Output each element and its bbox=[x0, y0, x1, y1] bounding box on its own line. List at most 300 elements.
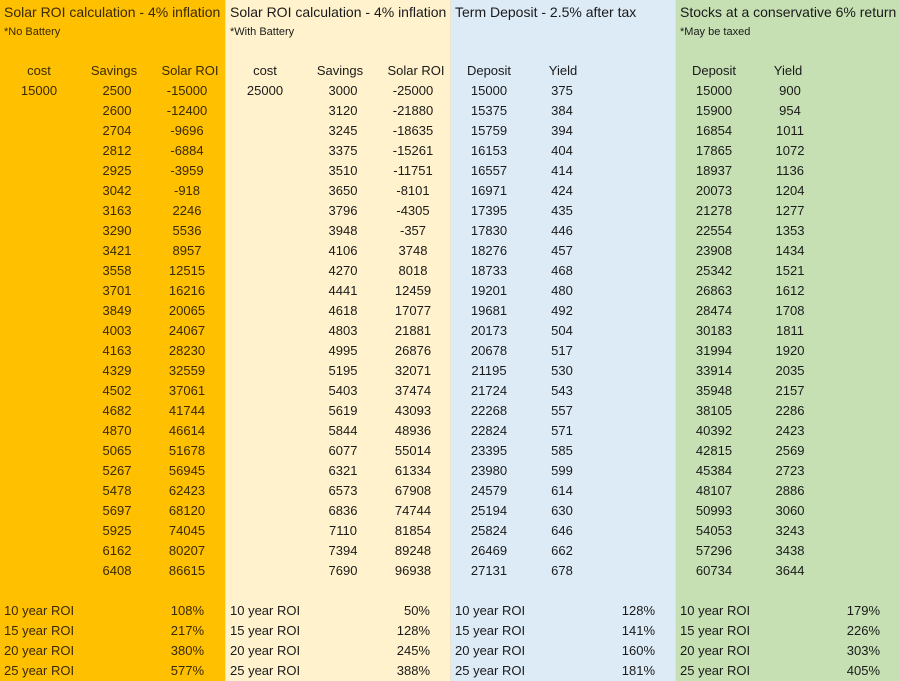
cell-deposit[interactable]: 17395 bbox=[470, 203, 508, 218]
cell-deposit[interactable]: 15900 bbox=[695, 103, 733, 118]
table-row bbox=[676, 161, 900, 181]
cell-solar-roi[interactable]: -15261 bbox=[392, 143, 434, 158]
cell-solar-roi[interactable]: -12400 bbox=[166, 103, 208, 118]
table-row bbox=[451, 541, 675, 561]
cell-savings[interactable]: 4441 bbox=[328, 283, 358, 298]
table-row bbox=[451, 501, 675, 521]
roi-label[interactable]: 25 year ROI bbox=[230, 663, 301, 678]
cell-deposit[interactable]: 15000 bbox=[695, 83, 733, 98]
cell-yield[interactable]: 1136 bbox=[776, 163, 804, 178]
cell-deposit[interactable]: 19681 bbox=[470, 303, 508, 318]
cell-solar-roi[interactable]: 3748 bbox=[398, 243, 428, 258]
cell-yield[interactable]: 599 bbox=[551, 463, 573, 478]
roi-label[interactable]: 25 year ROI bbox=[4, 663, 75, 678]
table-row bbox=[0, 361, 225, 381]
cell-savings[interactable]: 4003 bbox=[102, 323, 132, 338]
cell-yield[interactable]: 404 bbox=[551, 143, 573, 158]
header-yield[interactable]: Yield bbox=[773, 63, 803, 78]
cell-savings[interactable]: 4618 bbox=[328, 303, 358, 318]
cell-yield[interactable]: 1811 bbox=[776, 323, 804, 338]
cell-yield[interactable]: 468 bbox=[551, 263, 573, 278]
cell-deposit[interactable]: 42815 bbox=[695, 443, 733, 458]
table-row bbox=[676, 101, 900, 121]
cell-deposit[interactable]: 33914 bbox=[695, 363, 733, 378]
cell-deposit[interactable]: 18733 bbox=[470, 263, 508, 278]
cell-yield[interactable]: 1011 bbox=[776, 123, 804, 138]
panel-title[interactable]: Solar ROI calculation - 4% inflation bbox=[4, 4, 221, 20]
cell-yield[interactable]: 1708 bbox=[775, 303, 805, 318]
cell-deposit[interactable]: 60734 bbox=[695, 563, 733, 578]
roi-value[interactable]: 160% bbox=[621, 643, 655, 658]
cell-savings[interactable]: 3948 bbox=[328, 223, 358, 238]
cell-solar-roi[interactable]: 89248 bbox=[394, 543, 432, 558]
cell-solar-roi[interactable]: 32071 bbox=[394, 363, 432, 378]
panel-note[interactable]: *With Battery bbox=[230, 26, 295, 38]
cell-deposit[interactable]: 25342 bbox=[695, 263, 733, 278]
cell-yield[interactable]: 3644 bbox=[775, 563, 805, 578]
cell-yield[interactable]: 646 bbox=[551, 523, 573, 538]
table-row bbox=[0, 121, 225, 141]
panel-solar-no-battery bbox=[0, 0, 226, 681]
roi-label[interactable]: 15 year ROI bbox=[680, 623, 751, 638]
roi-row bbox=[226, 641, 450, 661]
cell-savings[interactable]: 4870 bbox=[102, 423, 132, 438]
cell-yield[interactable]: 457 bbox=[551, 243, 573, 258]
cell-solar-roi[interactable]: 28230 bbox=[168, 343, 206, 358]
cell-yield[interactable]: 1920 bbox=[775, 343, 805, 358]
table-row bbox=[451, 161, 675, 181]
cell-deposit[interactable]: 23980 bbox=[470, 463, 508, 478]
table-row bbox=[226, 301, 450, 321]
table-row bbox=[451, 201, 675, 221]
cell-yield[interactable]: 1353 bbox=[775, 223, 805, 238]
table-row bbox=[226, 161, 450, 181]
roi-label[interactable]: 20 year ROI bbox=[4, 643, 75, 658]
cell-deposit[interactable]: 17865 bbox=[695, 143, 733, 158]
cell-savings[interactable]: 3510 bbox=[328, 163, 358, 178]
cell-deposit[interactable]: 50993 bbox=[695, 503, 733, 518]
cell-deposit[interactable]: 20678 bbox=[470, 343, 508, 358]
table-row bbox=[0, 461, 225, 481]
table-row bbox=[226, 561, 450, 581]
roi-label[interactable]: 10 year ROI bbox=[4, 603, 75, 618]
panel-solar-with-battery bbox=[226, 0, 451, 681]
cell-deposit[interactable]: 18276 bbox=[470, 243, 508, 258]
cell-savings[interactable]: 5195 bbox=[328, 363, 358, 378]
table-row bbox=[451, 121, 675, 141]
roi-value[interactable]: 108% bbox=[170, 603, 204, 618]
cell-solar-roi[interactable]: 67908 bbox=[394, 483, 432, 498]
cell-solar-roi[interactable]: 16216 bbox=[168, 283, 206, 298]
cell-solar-roi[interactable]: 96938 bbox=[394, 563, 432, 578]
table-row bbox=[226, 221, 450, 241]
cell-solar-roi[interactable]: 24067 bbox=[168, 323, 206, 338]
cell-solar-roi[interactable]: 62423 bbox=[168, 483, 206, 498]
roi-value[interactable]: 181% bbox=[621, 663, 655, 678]
cell-yield[interactable]: 480 bbox=[551, 283, 573, 298]
cell-deposit[interactable]: 22268 bbox=[470, 403, 508, 418]
roi-value[interactable]: 141% bbox=[621, 623, 655, 638]
table-row bbox=[226, 121, 450, 141]
cell-yield[interactable]: 375 bbox=[551, 83, 573, 98]
cell-savings[interactable]: 2812 bbox=[102, 143, 132, 158]
cell-solar-roi[interactable]: -357 bbox=[399, 223, 427, 238]
panel-title[interactable]: Stocks at a conservative 6% return bbox=[680, 4, 897, 20]
roi-row bbox=[0, 641, 225, 661]
cell-yield[interactable]: 662 bbox=[551, 543, 573, 558]
panel-note[interactable]: *No Battery bbox=[4, 26, 61, 38]
cell-savings[interactable]: 3042 bbox=[102, 183, 132, 198]
cell-solar-roi[interactable]: 5536 bbox=[172, 223, 202, 238]
roi-value[interactable]: 128% bbox=[396, 623, 430, 638]
cell-deposit[interactable]: 40392 bbox=[695, 423, 733, 438]
header-deposit[interactable]: Deposit bbox=[691, 63, 737, 78]
cell-savings[interactable]: 4682 bbox=[102, 403, 132, 418]
cell-solar-roi[interactable]: 80207 bbox=[168, 543, 206, 558]
cell-solar-roi[interactable]: 61334 bbox=[394, 463, 432, 478]
cell-deposit[interactable]: 25194 bbox=[470, 503, 508, 518]
cell-savings[interactable]: 7110 bbox=[329, 523, 357, 538]
cell-savings[interactable]: 6408 bbox=[102, 563, 132, 578]
cell-solar-roi[interactable]: 12459 bbox=[394, 283, 432, 298]
cell-yield[interactable]: 543 bbox=[551, 383, 573, 398]
cell-solar-roi[interactable]: 74045 bbox=[168, 523, 206, 538]
cell-savings[interactable]: 3421 bbox=[102, 243, 132, 258]
table-row bbox=[226, 381, 450, 401]
cell-deposit[interactable]: 23395 bbox=[470, 443, 508, 458]
cell-yield[interactable]: 2157 bbox=[775, 383, 805, 398]
cell-savings[interactable]: 3163 bbox=[102, 203, 132, 218]
cell-deposit[interactable]: 28474 bbox=[695, 303, 733, 318]
cell-yield[interactable]: 3243 bbox=[775, 523, 805, 538]
cell-solar-roi[interactable]: 46614 bbox=[168, 423, 206, 438]
cell-savings[interactable]: 3000 bbox=[328, 83, 358, 98]
cell-solar-roi[interactable]: 86615 bbox=[168, 563, 206, 578]
header-solar-roi[interactable]: Solar ROI bbox=[387, 63, 445, 78]
roi-label[interactable]: 20 year ROI bbox=[455, 643, 526, 658]
cell-yield[interactable]: 1204 bbox=[775, 183, 805, 198]
cell-deposit[interactable]: 16854 bbox=[695, 123, 733, 138]
cell-deposit[interactable]: 18937 bbox=[695, 163, 733, 178]
cell-yield[interactable]: 2569 bbox=[775, 443, 805, 458]
roi-value[interactable]: 217% bbox=[170, 623, 204, 638]
cell-savings[interactable]: 5267 bbox=[102, 463, 132, 478]
roi-label[interactable]: 15 year ROI bbox=[4, 623, 75, 638]
header-savings[interactable]: Savings bbox=[316, 63, 364, 78]
cell-savings[interactable]: 3701 bbox=[102, 283, 132, 298]
cell-deposit[interactable]: 31994 bbox=[695, 343, 733, 358]
cell-yield[interactable]: 504 bbox=[551, 323, 573, 338]
cell-solar-roi[interactable]: 43093 bbox=[394, 403, 432, 418]
cell-savings[interactable]: 5403 bbox=[328, 383, 358, 398]
cell-solar-roi[interactable]: 41744 bbox=[168, 403, 206, 418]
cell-solar-roi[interactable]: -4305 bbox=[396, 203, 430, 218]
cell-savings[interactable]: 4995 bbox=[328, 343, 358, 358]
cell-savings[interactable]: 2925 bbox=[102, 163, 132, 178]
roi-row bbox=[676, 621, 900, 641]
cell-savings[interactable]: 3796 bbox=[328, 203, 358, 218]
cell-solar-roi[interactable]: 74744 bbox=[394, 503, 432, 518]
cell-solar-roi[interactable]: 55014 bbox=[394, 443, 432, 458]
roi-row bbox=[226, 601, 450, 621]
cell-yield[interactable]: 557 bbox=[551, 403, 573, 418]
cell-solar-roi[interactable]: 51678 bbox=[168, 443, 206, 458]
cell-yield[interactable]: 678 bbox=[551, 563, 573, 578]
cell-yield[interactable]: 394 bbox=[551, 123, 573, 138]
table-row bbox=[0, 481, 225, 501]
cell-deposit[interactable]: 17830 bbox=[470, 223, 508, 238]
cell-yield[interactable]: 900 bbox=[779, 83, 801, 98]
cell-savings[interactable]: 4270 bbox=[328, 263, 358, 278]
roi-label[interactable]: 10 year ROI bbox=[455, 603, 526, 618]
cell-savings[interactable]: 3650 bbox=[328, 183, 358, 198]
cell-savings[interactable]: 3290 bbox=[102, 223, 132, 238]
table-row bbox=[0, 261, 225, 281]
table-row bbox=[676, 521, 900, 541]
roi-label[interactable]: 15 year ROI bbox=[455, 623, 526, 638]
cost-value[interactable]: 25000 bbox=[246, 83, 284, 98]
cell-savings[interactable]: 4329 bbox=[102, 363, 132, 378]
cell-solar-roi[interactable]: 17077 bbox=[394, 303, 432, 318]
roi-value[interactable]: 380% bbox=[170, 643, 204, 658]
cell-savings[interactable]: 3849 bbox=[102, 303, 132, 318]
cell-yield[interactable]: 2286 bbox=[775, 403, 805, 418]
cell-deposit[interactable]: 24579 bbox=[470, 483, 508, 498]
table-row bbox=[451, 521, 675, 541]
cell-deposit[interactable]: 16153 bbox=[470, 143, 508, 158]
cell-deposit[interactable]: 21278 bbox=[695, 203, 733, 218]
cell-savings[interactable]: 2500 bbox=[102, 83, 132, 98]
cell-deposit[interactable]: 48107 bbox=[695, 483, 733, 498]
cell-savings[interactable]: 2600 bbox=[102, 103, 132, 118]
cell-solar-roi[interactable]: -9696 bbox=[170, 123, 204, 138]
cell-yield[interactable]: 1521 bbox=[775, 263, 805, 278]
cell-yield[interactable]: 1612 bbox=[775, 283, 805, 298]
table-row bbox=[451, 321, 675, 341]
cell-yield[interactable]: 954 bbox=[779, 103, 801, 118]
cell-yield[interactable]: 2723 bbox=[775, 463, 805, 478]
cell-yield[interactable]: 1277 bbox=[775, 203, 805, 218]
cell-deposit[interactable]: 35948 bbox=[695, 383, 733, 398]
cell-yield[interactable]: 1434 bbox=[775, 243, 805, 258]
cell-deposit[interactable]: 21195 bbox=[471, 363, 507, 378]
cell-yield[interactable]: 2423 bbox=[775, 423, 805, 438]
cell-deposit[interactable]: 54053 bbox=[695, 523, 733, 538]
cell-deposit[interactable]: 22554 bbox=[695, 223, 733, 238]
cell-deposit[interactable]: 16971 bbox=[470, 183, 508, 198]
cell-deposit[interactable]: 26469 bbox=[470, 543, 508, 558]
cell-deposit[interactable]: 15759 bbox=[470, 123, 508, 138]
roi-value[interactable]: 577% bbox=[170, 663, 204, 678]
cell-solar-roi[interactable]: 21881 bbox=[394, 323, 432, 338]
roi-row bbox=[451, 641, 675, 661]
cell-deposit[interactable]: 15375 bbox=[470, 103, 508, 118]
cell-savings[interactable]: 5844 bbox=[328, 423, 358, 438]
table-row bbox=[676, 221, 900, 241]
cell-deposit[interactable]: 30183 bbox=[695, 323, 733, 338]
cell-yield[interactable]: 424 bbox=[551, 183, 573, 198]
table-row bbox=[0, 381, 225, 401]
cell-yield[interactable]: 492 bbox=[551, 303, 573, 318]
table-row bbox=[226, 421, 450, 441]
table-row bbox=[676, 261, 900, 281]
cell-yield[interactable]: 517 bbox=[551, 343, 573, 358]
cell-deposit[interactable]: 19201 bbox=[470, 283, 508, 298]
data-rows bbox=[676, 81, 900, 581]
panel-title[interactable]: Solar ROI calculation - 4% inflation bbox=[230, 4, 447, 20]
cell-solar-roi[interactable]: -15000 bbox=[166, 83, 208, 98]
cell-savings[interactable]: 3120 bbox=[328, 103, 358, 118]
cell-savings[interactable]: 5619 bbox=[328, 403, 358, 418]
data-rows bbox=[226, 81, 450, 581]
cell-deposit[interactable]: 15000 bbox=[470, 83, 508, 98]
header-cost[interactable]: cost bbox=[27, 63, 51, 78]
roi-value[interactable]: 245% bbox=[396, 643, 430, 658]
cell-yield[interactable]: 2035 bbox=[775, 363, 805, 378]
cell-yield[interactable]: 614 bbox=[551, 483, 573, 498]
cell-savings[interactable]: 7690 bbox=[328, 563, 358, 578]
table-row bbox=[226, 261, 450, 281]
roi-label[interactable]: 10 year ROI bbox=[680, 603, 751, 618]
header-solar-roi[interactable]: Solar ROI bbox=[161, 63, 219, 78]
cell-deposit[interactable]: 27131 bbox=[470, 563, 508, 578]
roi-value[interactable]: 128% bbox=[621, 603, 655, 618]
table-row bbox=[451, 341, 675, 361]
roi-value[interactable]: 179% bbox=[846, 603, 880, 618]
cell-deposit[interactable]: 16557 bbox=[470, 163, 508, 178]
table-row bbox=[451, 101, 675, 121]
cell-solar-roi[interactable]: -21880 bbox=[392, 103, 434, 118]
cell-savings[interactable]: 3375 bbox=[328, 143, 358, 158]
header-cost[interactable]: cost bbox=[253, 63, 277, 78]
cell-yield[interactable]: 3060 bbox=[775, 503, 805, 518]
cell-solar-roi[interactable]: 12515 bbox=[168, 263, 206, 278]
cell-yield[interactable]: 630 bbox=[551, 503, 573, 518]
cell-savings[interactable]: 4502 bbox=[102, 383, 132, 398]
cell-solar-roi[interactable]: 81854 bbox=[394, 523, 432, 538]
panel-note[interactable]: *May be taxed bbox=[680, 26, 751, 38]
table-row bbox=[0, 281, 225, 301]
cell-deposit[interactable]: 20073 bbox=[695, 183, 733, 198]
cell-savings[interactable]: 3245 bbox=[328, 123, 358, 138]
table-row bbox=[451, 281, 675, 301]
cell-savings[interactable]: 6573 bbox=[328, 483, 358, 498]
cell-yield[interactable]: 414 bbox=[551, 163, 573, 178]
table-row bbox=[226, 461, 450, 481]
roi-label[interactable]: 20 year ROI bbox=[230, 643, 301, 658]
cell-yield[interactable]: 435 bbox=[551, 203, 573, 218]
cell-savings[interactable]: 4163 bbox=[102, 343, 132, 358]
cell-yield[interactable]: 530 bbox=[551, 363, 573, 378]
cell-savings[interactable]: 5478 bbox=[102, 483, 132, 498]
cell-savings[interactable]: 6162 bbox=[102, 543, 132, 558]
cell-solar-roi[interactable]: 68120 bbox=[168, 503, 206, 518]
cell-solar-roi[interactable]: -11751 bbox=[393, 163, 433, 178]
cell-solar-roi[interactable]: 20065 bbox=[168, 303, 206, 318]
cell-savings[interactable]: 5925 bbox=[102, 523, 132, 538]
roi-label[interactable]: 25 year ROI bbox=[680, 663, 751, 678]
cell-deposit[interactable]: 38105 bbox=[695, 403, 733, 418]
cell-solar-roi[interactable]: 32559 bbox=[168, 363, 206, 378]
cell-solar-roi[interactable]: 2246 bbox=[172, 203, 202, 218]
cell-savings[interactable]: 6321 bbox=[328, 463, 358, 478]
cell-deposit[interactable]: 20173 bbox=[470, 323, 508, 338]
cell-yield[interactable]: 1072 bbox=[775, 143, 805, 158]
roi-value[interactable]: 226% bbox=[846, 623, 880, 638]
header-yield[interactable]: Yield bbox=[548, 63, 578, 78]
cell-savings[interactable]: 7394 bbox=[328, 543, 358, 558]
cell-yield[interactable]: 3438 bbox=[775, 543, 805, 558]
roi-row bbox=[676, 601, 900, 621]
roi-value[interactable]: 405% bbox=[846, 663, 880, 678]
cell-solar-roi[interactable]: 8018 bbox=[398, 263, 428, 278]
table-row bbox=[676, 141, 900, 161]
roi-label[interactable]: 10 year ROI bbox=[230, 603, 301, 618]
cell-deposit[interactable]: 21724 bbox=[470, 383, 508, 398]
cell-solar-roi[interactable]: -6884 bbox=[170, 143, 204, 158]
cell-savings[interactable]: 6077 bbox=[328, 443, 358, 458]
cell-yield[interactable]: 384 bbox=[551, 103, 573, 118]
cell-deposit[interactable]: 57296 bbox=[695, 543, 733, 558]
cell-solar-roi[interactable]: 48936 bbox=[394, 423, 432, 438]
cell-solar-roi[interactable]: -18635 bbox=[392, 123, 434, 138]
cell-yield[interactable]: 571 bbox=[551, 423, 573, 438]
roi-label[interactable]: 25 year ROI bbox=[455, 663, 526, 678]
cell-solar-roi[interactable]: 37474 bbox=[394, 383, 432, 398]
cell-deposit[interactable]: 26863 bbox=[695, 283, 733, 298]
table-row bbox=[451, 221, 675, 241]
roi-value[interactable]: 388% bbox=[396, 663, 430, 678]
cell-savings[interactable]: 3558 bbox=[102, 263, 132, 278]
cell-savings[interactable]: 2704 bbox=[102, 123, 132, 138]
cell-yield[interactable]: 446 bbox=[551, 223, 573, 238]
cell-savings[interactable]: 4803 bbox=[328, 323, 358, 338]
cell-solar-roi[interactable]: -8101 bbox=[396, 183, 430, 198]
roi-value[interactable]: 303% bbox=[846, 643, 880, 658]
cell-savings[interactable]: 5065 bbox=[102, 443, 132, 458]
panel-title[interactable]: Term Deposit - 2.5% after tax bbox=[455, 4, 637, 20]
roi-label[interactable]: 15 year ROI bbox=[230, 623, 301, 638]
cell-solar-roi[interactable]: 37061 bbox=[168, 383, 206, 398]
header-savings[interactable]: Savings bbox=[90, 63, 138, 78]
roi-label[interactable]: 20 year ROI bbox=[680, 643, 751, 658]
cell-solar-roi[interactable]: 8957 bbox=[172, 243, 202, 258]
cell-yield[interactable]: 585 bbox=[551, 443, 573, 458]
table-row bbox=[676, 201, 900, 221]
cell-solar-roi[interactable]: -3959 bbox=[170, 163, 204, 178]
cell-deposit[interactable]: 45384 bbox=[695, 463, 733, 478]
cost-value[interactable]: 15000 bbox=[20, 83, 58, 98]
header-deposit[interactable]: Deposit bbox=[466, 63, 512, 78]
table-row bbox=[676, 281, 900, 301]
cell-deposit[interactable]: 25824 bbox=[470, 523, 508, 538]
cell-solar-roi[interactable]: 26876 bbox=[394, 343, 432, 358]
cell-savings[interactable]: 4106 bbox=[328, 243, 358, 258]
table-row bbox=[676, 241, 900, 261]
cell-yield[interactable]: 2886 bbox=[775, 483, 805, 498]
roi-row bbox=[451, 661, 675, 681]
cell-savings[interactable]: 5697 bbox=[102, 503, 132, 518]
cell-solar-roi[interactable]: -918 bbox=[173, 183, 201, 198]
table-row bbox=[451, 241, 675, 261]
cell-solar-roi[interactable]: 56945 bbox=[168, 463, 206, 478]
cell-solar-roi[interactable]: -25000 bbox=[392, 83, 434, 98]
roi-value[interactable]: 50% bbox=[403, 603, 430, 618]
cell-deposit[interactable]: 23908 bbox=[695, 243, 733, 258]
roi-summary bbox=[226, 601, 450, 681]
cell-savings[interactable]: 6836 bbox=[328, 503, 358, 518]
cell-deposit[interactable]: 22824 bbox=[470, 423, 508, 438]
